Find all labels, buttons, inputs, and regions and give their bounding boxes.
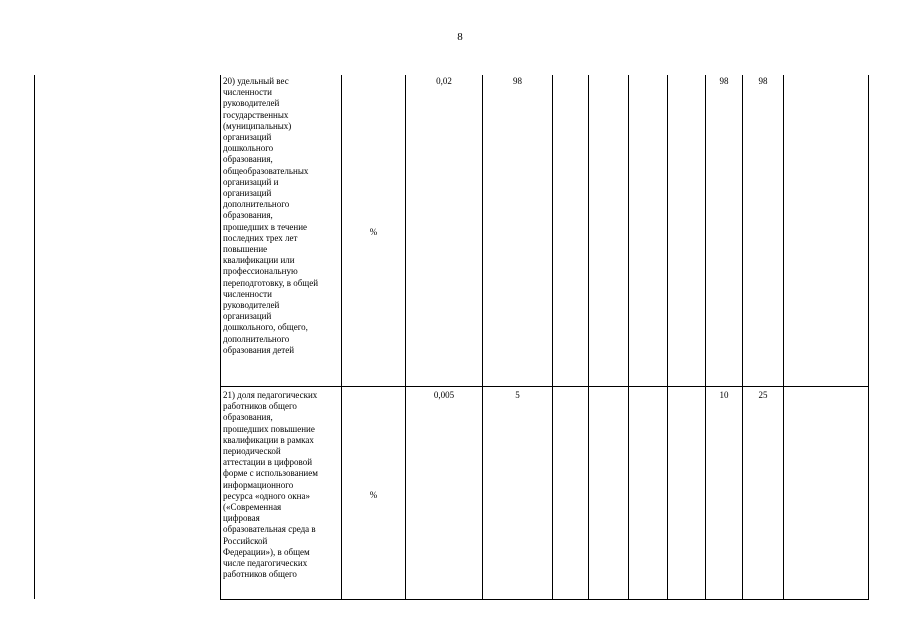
base-value-cell: 5 (515, 390, 520, 400)
unit-cell: % (369, 227, 378, 237)
indicator-name-cell: 20) удельный вес численности руководителей государственных (муниципальных) организаций дошкольного образования, общеобразовательных организаций и организаций дополнительного образования, прошедших в течение последних трех лет повышение квалификации или профессиональную переподготовку, в общей численности руководителей организаций дошкольного, общего, дополнительного образования детей (223, 76, 319, 355)
column-divider (341, 75, 342, 599)
target-value-cell: 10 (719, 390, 729, 400)
indicator-name-cell: 21) доля педагогических работников общего образования, прошедших повышение квалификации в рамках периодической аттестации в цифровой форме с использованием информационного ресурса «одного окна» («Современная цифровая образовательная среда в Российской Федерации»), в общем числе педагогических работников общего (223, 390, 318, 580)
target-value-cell: 98 (758, 76, 768, 86)
page-number: 8 (457, 31, 463, 43)
target-value-cell: 25 (758, 390, 768, 400)
column-divider (552, 75, 553, 599)
target-value-cell: 98 (719, 76, 729, 86)
weight-cell: 0,02 (436, 76, 452, 86)
table-border-left (34, 75, 35, 599)
base-value-cell: 98 (513, 76, 522, 86)
column-divider (667, 75, 668, 599)
weight-cell: 0,005 (433, 390, 455, 400)
row-divider (220, 386, 869, 387)
unit-cell: % (369, 490, 378, 500)
table-border-right (868, 75, 869, 599)
column-divider (742, 75, 743, 599)
column-divider (405, 75, 406, 599)
column-divider (588, 75, 589, 599)
row-divider (220, 599, 869, 600)
column-divider (783, 75, 784, 599)
column-divider (705, 75, 706, 599)
column-divider (220, 75, 221, 599)
column-divider (482, 75, 483, 599)
column-divider (628, 75, 629, 599)
